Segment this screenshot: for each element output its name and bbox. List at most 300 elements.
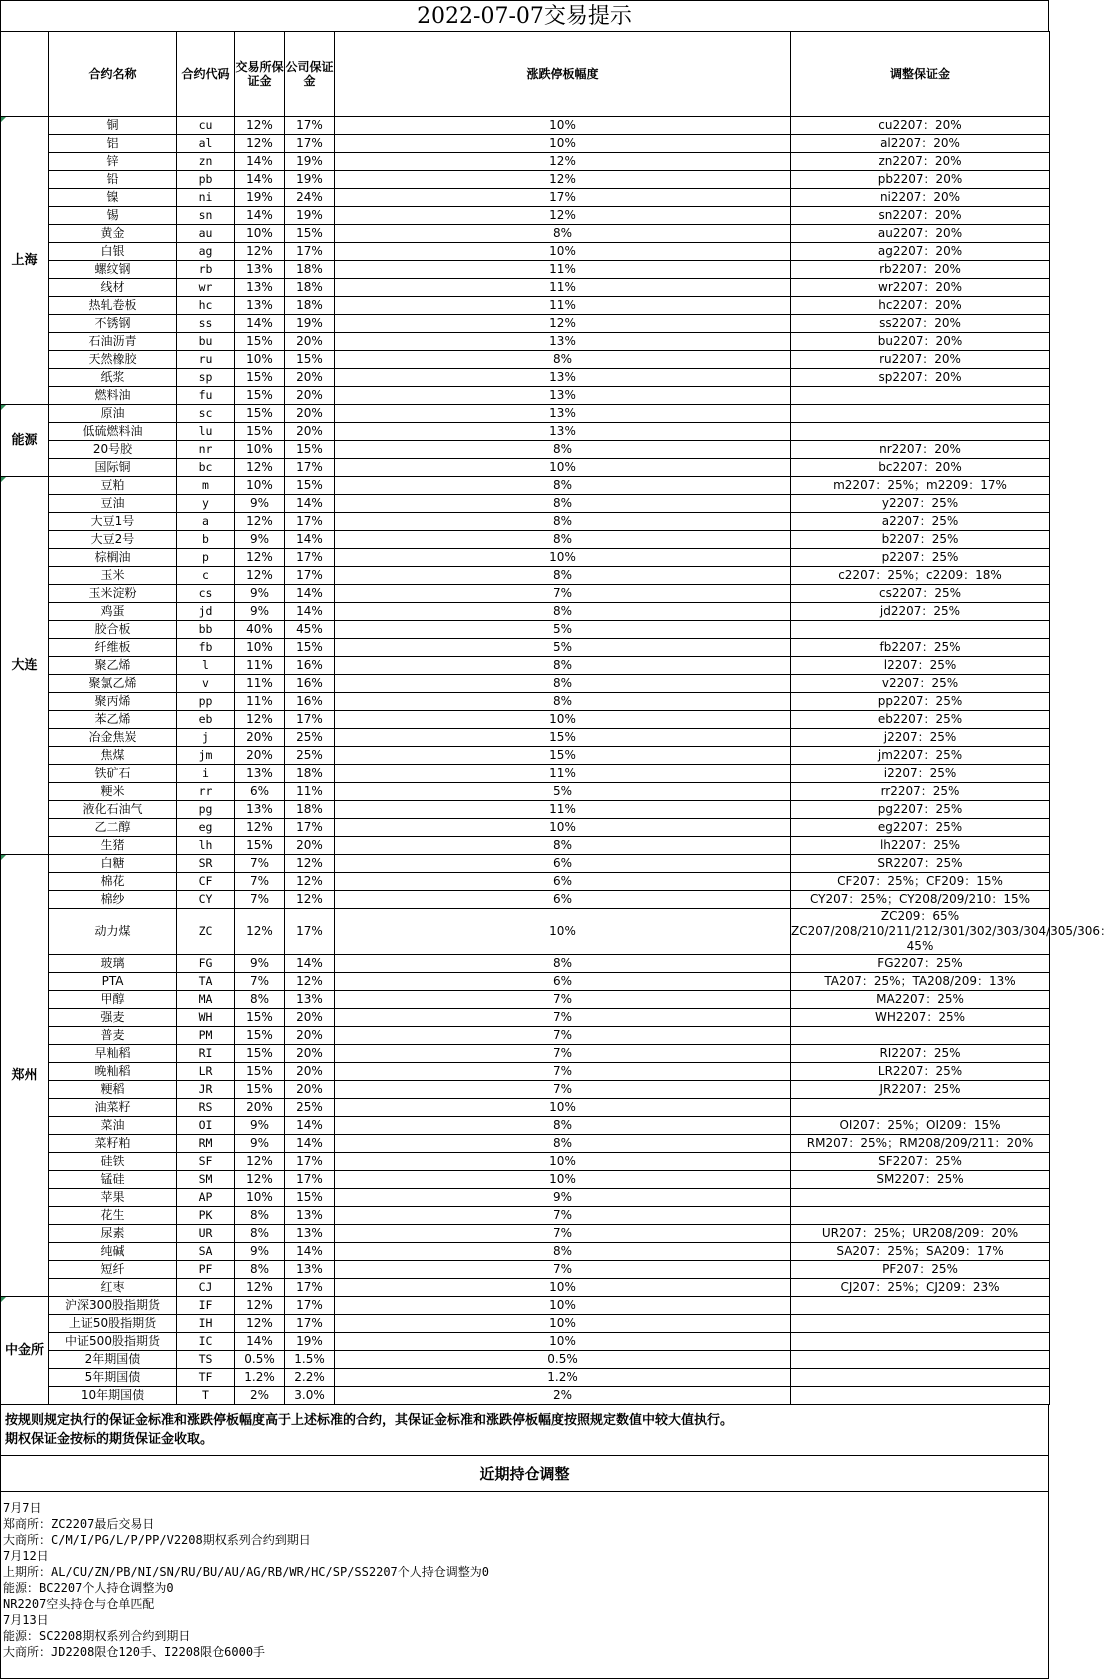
adjust-margin-cell: al2207：20% — [791, 135, 1050, 153]
exchange-margin-cell: 0.5% — [235, 1351, 285, 1369]
limit-cell: 7% — [335, 1081, 791, 1099]
adjust-margin-cell: MA2207：25% — [791, 991, 1050, 1009]
contract-code-cell: b — [177, 531, 235, 549]
contract-name-cell: 镍 — [49, 189, 177, 207]
company-margin-cell: 20% — [285, 405, 335, 423]
company-margin-cell: 13% — [285, 991, 335, 1009]
exchange-margin-cell: 19% — [235, 189, 285, 207]
contract-code-cell: RS — [177, 1099, 235, 1117]
company-margin-cell: 15% — [285, 441, 335, 459]
limit-cell: 10% — [335, 909, 791, 955]
company-margin-cell: 17% — [285, 1171, 335, 1189]
contract-code-cell: jd — [177, 603, 235, 621]
contract-code-cell: UR — [177, 1225, 235, 1243]
limit-cell: 8% — [335, 351, 791, 369]
adjust-margin-cell: cs2207：25% — [791, 585, 1050, 603]
limit-cell: 10% — [335, 117, 791, 135]
company-margin-cell: 14% — [285, 585, 335, 603]
contract-code-cell: ru — [177, 351, 235, 369]
contract-code-cell: lh — [177, 837, 235, 855]
exchange-margin-cell: 9% — [235, 1117, 285, 1135]
adjust-margin-cell: TA207：25%；TA208/209：13% — [791, 973, 1050, 991]
adjust-margin-cell: bc2207：20% — [791, 459, 1050, 477]
company-margin-cell: 11% — [285, 783, 335, 801]
contract-name-cell: 国际铜 — [49, 459, 177, 477]
table-row — [1, 1369, 1050, 1387]
exchange-margin-cell: 8% — [235, 991, 285, 1009]
exchange-margin-cell: 20% — [235, 747, 285, 765]
exchange-margin-cell: 9% — [235, 1243, 285, 1261]
contract-name-cell: 纯碱 — [49, 1243, 177, 1261]
contract-name-cell: 棉花 — [49, 873, 177, 891]
contract-name-cell: 铜 — [49, 117, 177, 135]
adjust-margin-cell: ru2207：20% — [791, 351, 1050, 369]
table-row — [1, 369, 1050, 387]
adjust-margin-cell: jd2207：25% — [791, 603, 1050, 621]
contract-name-cell: 花生 — [49, 1207, 177, 1225]
limit-cell: 8% — [335, 837, 791, 855]
adjust-margin-cell: SA207：25%；SA209：17% — [791, 1243, 1050, 1261]
table-row — [1, 1297, 1050, 1315]
contract-code-cell: pg — [177, 801, 235, 819]
adjust-margin-cell: sn2207：20% — [791, 207, 1050, 225]
contract-code-cell: p — [177, 549, 235, 567]
adjust-margin-cell: WH2207：25% — [791, 1009, 1050, 1027]
contract-name-cell: 菜籽粕 — [49, 1135, 177, 1153]
exchange-margin-cell: 15% — [235, 387, 285, 405]
contract-name-cell: 硅铁 — [49, 1153, 177, 1171]
company-margin-cell: 17% — [285, 1297, 335, 1315]
comment-marker-icon — [1, 405, 6, 410]
limit-cell: 7% — [335, 1063, 791, 1081]
company-margin-cell: 18% — [285, 765, 335, 783]
adjust-margin-cell: sp2207：20% — [791, 369, 1050, 387]
limit-cell: 10% — [335, 459, 791, 477]
contract-name-cell: 线材 — [49, 279, 177, 297]
exchange-margin-cell: 12% — [235, 243, 285, 261]
contract-name-cell: 苯乙烯 — [49, 711, 177, 729]
adjust-line: 郑商所：ZC2207最后交易日 — [3, 1517, 155, 1531]
contract-code-cell: OI — [177, 1117, 235, 1135]
table-row — [1, 675, 1050, 693]
company-margin-cell: 3.0% — [285, 1387, 335, 1405]
adjust-margin-cell: ZC209：65% ZC207/208/210/211/212/301/302/303/304/305/306：45% — [791, 909, 1112, 953]
limit-cell: 12% — [335, 315, 791, 333]
table-row — [1, 477, 1050, 495]
exchange-margin-cell: 7% — [235, 891, 285, 909]
contract-code-cell: TA — [177, 973, 235, 991]
adjust-margin-cell — [791, 1387, 1050, 1405]
exchange-margin-cell: 15% — [235, 1027, 285, 1045]
contract-name-cell: 玻璃 — [49, 955, 177, 973]
adjust-margin-cell: eg2207：25% — [791, 819, 1050, 837]
contract-name-cell: 粳米 — [49, 783, 177, 801]
exchange-margin-cell: 7% — [235, 973, 285, 991]
adjust-margin-cell: JR2207：25% — [791, 1081, 1050, 1099]
adjust-margin-cell: pb2207：20% — [791, 171, 1050, 189]
exchange-margin-cell: 15% — [235, 1081, 285, 1099]
table-row — [1, 991, 1050, 1009]
adjust-margin-cell: p2207：25% — [791, 549, 1050, 567]
exchange-margin-cell: 12% — [235, 909, 285, 955]
limit-cell: 10% — [335, 711, 791, 729]
contract-name-cell: 中证500股指期货 — [49, 1333, 177, 1351]
company-margin-cell: 17% — [285, 567, 335, 585]
contract-code-cell: v — [177, 675, 235, 693]
table-row — [1, 279, 1050, 297]
contract-name-cell: 鸡蛋 — [49, 603, 177, 621]
contract-code-cell: sp — [177, 369, 235, 387]
adjust-margin-cell: rb2207：20% — [791, 261, 1050, 279]
adjust-margin-cell: SR2207：25% — [791, 855, 1050, 873]
contract-name-cell: 尿素 — [49, 1225, 177, 1243]
contract-name-cell: 原油 — [49, 405, 177, 423]
contract-name-cell: 豆油 — [49, 495, 177, 513]
exchange-margin-cell: 8% — [235, 1225, 285, 1243]
adjust-margin-cell: a2207：25% — [791, 513, 1050, 531]
contract-name-cell: 2年期国债 — [49, 1351, 177, 1369]
contract-name-cell: 上证50股指期货 — [49, 1315, 177, 1333]
table-row — [1, 1261, 1050, 1279]
contract-code-cell: AP — [177, 1189, 235, 1207]
limit-cell: 13% — [335, 405, 791, 423]
exchange-margin-cell: 13% — [235, 261, 285, 279]
contract-code-cell: IC — [177, 1333, 235, 1351]
company-margin-cell: 14% — [285, 495, 335, 513]
contract-name-cell: 白银 — [49, 243, 177, 261]
contract-code-cell: CF — [177, 873, 235, 891]
limit-cell: 8% — [335, 531, 791, 549]
adjust-margin-cell: i2207：25% — [791, 765, 1050, 783]
adjust-margin-cell: PF207：25% — [791, 1261, 1050, 1279]
adjust-margin-cell: CF207：25%；CF209：15% — [791, 873, 1050, 891]
adjust-margin-cell — [791, 1207, 1050, 1225]
company-margin-cell: 18% — [285, 261, 335, 279]
company-margin-cell: 14% — [285, 531, 335, 549]
company-margin-cell: 12% — [285, 873, 335, 891]
adjust-margin-cell — [791, 387, 1050, 405]
exchange-margin-cell: 12% — [235, 1171, 285, 1189]
limit-cell: 7% — [335, 1261, 791, 1279]
contract-name-cell: 白糖 — [49, 855, 177, 873]
limit-cell: 10% — [335, 1279, 791, 1297]
comment-marker-icon — [1, 117, 6, 122]
limit-cell: 8% — [335, 567, 791, 585]
contract-name-cell: 动力煤 — [49, 909, 177, 955]
contract-code-cell: PF — [177, 1261, 235, 1279]
table-row — [1, 1315, 1050, 1333]
adjust-margin-cell: CY207：25%；CY208/209/210：15% — [791, 891, 1050, 909]
adjust-margin-cell: RM207：25%；RM208/209/211：20% — [791, 1135, 1050, 1153]
table-header-row — [1, 32, 1050, 117]
comment-marker-icon — [1, 477, 6, 482]
adjust-margin-cell: b2207：25% — [791, 531, 1050, 549]
table-row — [1, 1081, 1050, 1099]
contract-code-cell: i — [177, 765, 235, 783]
exchange-margin-cell: 6% — [235, 783, 285, 801]
table-row — [1, 1045, 1050, 1063]
company-margin-cell: 17% — [285, 1153, 335, 1171]
adjust-margin-cell: fb2207：25% — [791, 639, 1050, 657]
position-adjust-title: 近期持仓调整 — [0, 1456, 1049, 1492]
limit-cell: 10% — [335, 1099, 791, 1117]
exchange-margin-cell: 15% — [235, 837, 285, 855]
company-margin-cell: 15% — [285, 351, 335, 369]
adjust-line: 7月7日 — [3, 1501, 42, 1515]
company-margin-cell: 17% — [285, 711, 335, 729]
contract-name-cell: 黄金 — [49, 225, 177, 243]
contract-name-cell: 不锈钢 — [49, 315, 177, 333]
adjust-margin-cell — [791, 1297, 1050, 1315]
contract-name-cell: 20号胶 — [49, 441, 177, 459]
adjust-margin-cell: nr2207：20% — [791, 441, 1050, 459]
exchange-cell: 大连 — [1, 477, 49, 855]
contract-code-cell: m — [177, 477, 235, 495]
company-margin-cell: 20% — [285, 423, 335, 441]
contract-name-cell: 螺纹钢 — [49, 261, 177, 279]
exchange-margin-cell: 14% — [235, 153, 285, 171]
limit-cell: 17% — [335, 189, 791, 207]
contract-name-cell: 豆粕 — [49, 477, 177, 495]
limit-cell: 8% — [335, 1135, 791, 1153]
adjust-margin-cell: UR207：25%；UR208/209：20% — [791, 1225, 1050, 1243]
table-row — [1, 1171, 1050, 1189]
company-margin-cell: 20% — [285, 1063, 335, 1081]
table-row — [1, 261, 1050, 279]
table-row — [1, 531, 1050, 549]
contract-code-cell: bc — [177, 459, 235, 477]
exchange-margin-cell: 9% — [235, 603, 285, 621]
margin-table — [0, 31, 1112, 1405]
limit-cell: 10% — [335, 549, 791, 567]
company-margin-cell: 12% — [285, 891, 335, 909]
contract-code-cell: CJ — [177, 1279, 235, 1297]
table-row — [1, 819, 1050, 837]
contract-code-cell: SA — [177, 1243, 235, 1261]
limit-cell: 13% — [335, 369, 791, 387]
adjust-margin-cell: eb2207：25% — [791, 711, 1050, 729]
table-row — [1, 639, 1050, 657]
table-row — [1, 873, 1050, 891]
exchange-margin-cell: 12% — [235, 567, 285, 585]
comment-marker-icon — [1, 855, 6, 860]
contract-name-cell: 沪深300股指期货 — [49, 1297, 177, 1315]
contract-name-cell: 菜油 — [49, 1117, 177, 1135]
table-row — [1, 315, 1050, 333]
adjust-margin-cell: ni2207：20% — [791, 189, 1050, 207]
company-margin-cell: 16% — [285, 675, 335, 693]
company-margin-cell: 25% — [285, 1099, 335, 1117]
table-row — [1, 567, 1050, 585]
exchange-margin-cell: 9% — [235, 955, 285, 973]
adjust-margin-cell: SM2207：25% — [791, 1171, 1050, 1189]
limit-cell: 8% — [335, 477, 791, 495]
table-row — [1, 1189, 1050, 1207]
exchange-margin-cell: 1.2% — [235, 1369, 285, 1387]
exchange-margin-cell: 15% — [235, 405, 285, 423]
limit-cell: 8% — [335, 1243, 791, 1261]
company-margin-cell: 12% — [285, 855, 335, 873]
adjust-line: 7月13日 — [3, 1613, 49, 1627]
table-row — [1, 171, 1050, 189]
contract-code-cell: au — [177, 225, 235, 243]
contract-name-cell: 棉纱 — [49, 891, 177, 909]
limit-cell: 10% — [335, 819, 791, 837]
table-row — [1, 495, 1050, 513]
table-row — [1, 891, 1050, 909]
exchange-margin-cell: 12% — [235, 135, 285, 153]
company-margin-cell: 15% — [285, 1189, 335, 1207]
exchange-margin-cell: 15% — [235, 1063, 285, 1081]
company-margin-cell: 17% — [285, 909, 335, 955]
company-margin-cell: 20% — [285, 1081, 335, 1099]
contract-code-cell: FG — [177, 955, 235, 973]
contract-code-cell: cu — [177, 117, 235, 135]
adjust-margin-cell: zn2207：20% — [791, 153, 1050, 171]
limit-cell: 11% — [335, 801, 791, 819]
contract-code-cell: CY — [177, 891, 235, 909]
contract-code-cell: bb — [177, 621, 235, 639]
company-margin-cell: 14% — [285, 1243, 335, 1261]
exchange-margin-cell: 10% — [235, 639, 285, 657]
exchange-margin-cell: 14% — [235, 207, 285, 225]
table-row — [1, 801, 1050, 819]
adjust-margin-cell: lh2207：25% — [791, 837, 1050, 855]
exchange-margin-cell: 40% — [235, 621, 285, 639]
exchange-margin-cell: 13% — [235, 297, 285, 315]
company-margin-cell: 19% — [285, 315, 335, 333]
limit-cell: 15% — [335, 729, 791, 747]
adjust-margin-cell: pp2207：25% — [791, 693, 1050, 711]
exchange-margin-cell: 14% — [235, 1333, 285, 1351]
company-margin-cell: 25% — [285, 729, 335, 747]
contract-code-cell: IF — [177, 1297, 235, 1315]
limit-cell: 11% — [335, 261, 791, 279]
adjust-margin-cell: bu2207：20% — [791, 333, 1050, 351]
table-row — [1, 837, 1050, 855]
adjust-line: 能源：SC2208期权系列合约到期日 — [3, 1629, 191, 1643]
contract-code-cell: a — [177, 513, 235, 531]
exchange-margin-cell: 12% — [235, 711, 285, 729]
adjust-margin-cell — [791, 405, 1050, 423]
header-limit: 涨跌停板幅度 — [335, 32, 791, 117]
table-row — [1, 351, 1050, 369]
exchange-margin-cell: 10% — [235, 1189, 285, 1207]
table-row — [1, 333, 1050, 351]
exchange-margin-cell: 11% — [235, 693, 285, 711]
exchange-margin-cell: 11% — [235, 657, 285, 675]
contract-code-cell: T — [177, 1387, 235, 1405]
company-margin-cell: 15% — [285, 639, 335, 657]
adjust-margin-cell: rr2207：25% — [791, 783, 1050, 801]
contract-code-cell: nr — [177, 441, 235, 459]
contract-name-cell: 铅 — [49, 171, 177, 189]
contract-code-cell: TS — [177, 1351, 235, 1369]
limit-cell: 8% — [335, 225, 791, 243]
contract-code-cell: zn — [177, 153, 235, 171]
exchange-margin-cell: 12% — [235, 819, 285, 837]
header-adjust-margin: 调整保证金 — [791, 32, 1050, 117]
company-margin-cell: 13% — [285, 1261, 335, 1279]
header-contract-code: 合约代码 — [177, 32, 235, 117]
company-margin-cell: 18% — [285, 801, 335, 819]
contract-name-cell: 5年期国债 — [49, 1369, 177, 1387]
adjust-margin-cell — [791, 1315, 1050, 1333]
company-margin-cell: 20% — [285, 1045, 335, 1063]
contract-name-cell: 棕榈油 — [49, 549, 177, 567]
contract-code-cell: eb — [177, 711, 235, 729]
company-margin-cell: 20% — [285, 1009, 335, 1027]
contract-name-cell: 焦煤 — [49, 747, 177, 765]
company-margin-cell: 17% — [285, 549, 335, 567]
exchange-cell: 能源 — [1, 405, 49, 477]
comment-marker-icon — [1, 1297, 6, 1302]
table-row — [1, 1351, 1050, 1369]
contract-name-cell: 乙二醇 — [49, 819, 177, 837]
contract-name-cell: 生猪 — [49, 837, 177, 855]
contract-name-cell: 晚籼稻 — [49, 1063, 177, 1081]
limit-cell: 1.2% — [335, 1369, 791, 1387]
contract-code-cell: lu — [177, 423, 235, 441]
rules-note-line: 期权保证金按标的期货保证金收取。 — [5, 1432, 214, 1447]
contract-name-cell: 普麦 — [49, 1027, 177, 1045]
contract-name-cell: 石油沥青 — [49, 333, 177, 351]
contract-name-cell: 聚丙烯 — [49, 693, 177, 711]
company-margin-cell: 14% — [285, 1117, 335, 1135]
contract-code-cell: RM — [177, 1135, 235, 1153]
company-margin-cell: 19% — [285, 171, 335, 189]
contract-name-cell: 强麦 — [49, 1009, 177, 1027]
adjust-margin-cell: FG2207：25% — [791, 955, 1050, 973]
table-row — [1, 387, 1050, 405]
table-row — [1, 1387, 1050, 1405]
contract-name-cell: 红枣 — [49, 1279, 177, 1297]
header-contract-name: 合约名称 — [49, 32, 177, 117]
table-row — [1, 153, 1050, 171]
table-row — [1, 585, 1050, 603]
contract-code-cell: PK — [177, 1207, 235, 1225]
contract-name-cell: 液化石油气 — [49, 801, 177, 819]
exchange-margin-cell: 13% — [235, 279, 285, 297]
company-margin-cell: 17% — [285, 459, 335, 477]
company-margin-cell: 17% — [285, 1315, 335, 1333]
exchange-margin-cell: 15% — [235, 1045, 285, 1063]
adjust-margin-cell: l2207：25% — [791, 657, 1050, 675]
adjust-margin-cell — [791, 423, 1050, 441]
limit-cell: 6% — [335, 973, 791, 991]
company-margin-cell: 12% — [285, 973, 335, 991]
contract-code-cell: fb — [177, 639, 235, 657]
contract-code-cell: y — [177, 495, 235, 513]
limit-cell: 13% — [335, 387, 791, 405]
limit-cell: 6% — [335, 891, 791, 909]
limit-cell: 13% — [335, 423, 791, 441]
contract-code-cell: SR — [177, 855, 235, 873]
company-margin-cell: 20% — [285, 369, 335, 387]
exchange-cell: 上海 — [1, 117, 49, 405]
exchange-margin-cell: 7% — [235, 855, 285, 873]
limit-cell: 8% — [335, 675, 791, 693]
contract-name-cell: 锰硅 — [49, 1171, 177, 1189]
limit-cell: 8% — [335, 603, 791, 621]
company-margin-cell: 13% — [285, 1207, 335, 1225]
contract-code-cell: ag — [177, 243, 235, 261]
exchange-margin-cell: 12% — [235, 1153, 285, 1171]
contract-name-cell: 大豆1号 — [49, 513, 177, 531]
limit-cell: 10% — [335, 243, 791, 261]
company-margin-cell: 20% — [285, 1027, 335, 1045]
exchange-margin-cell: 12% — [235, 117, 285, 135]
